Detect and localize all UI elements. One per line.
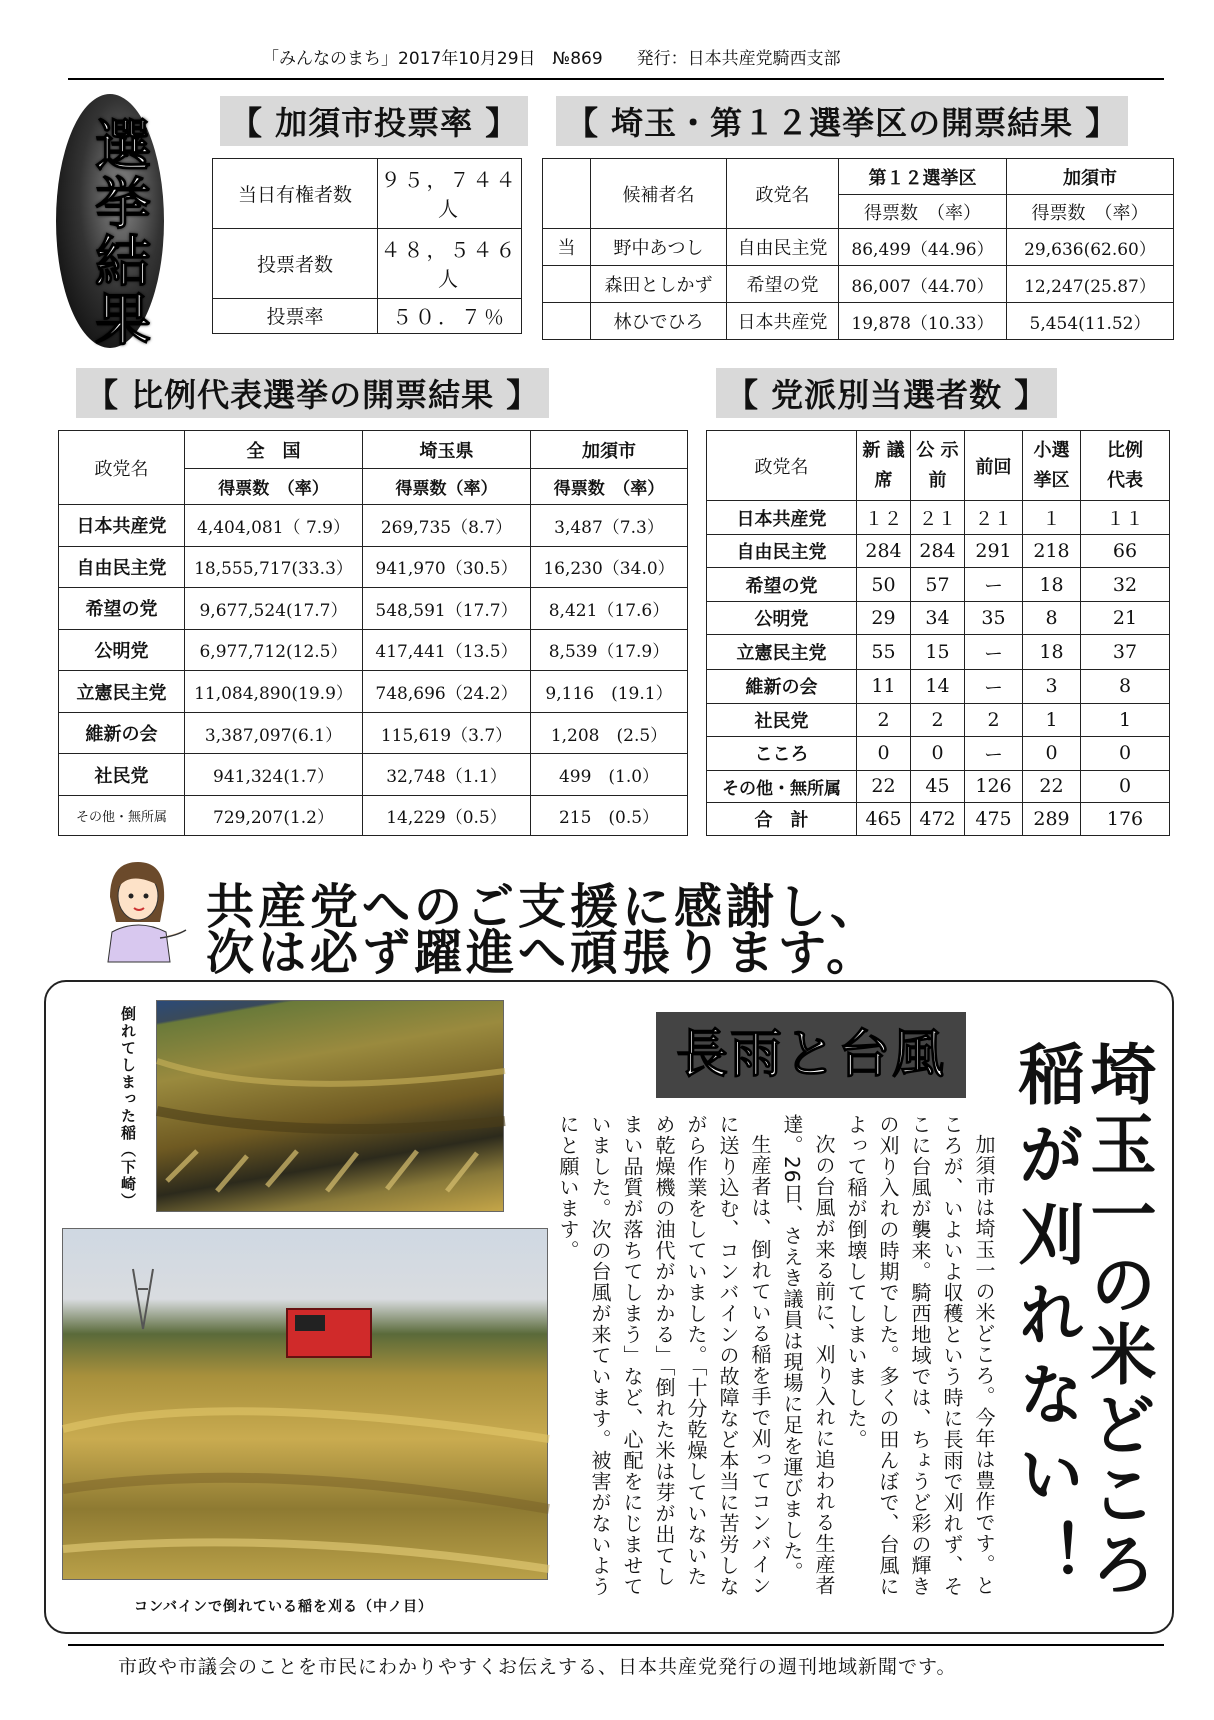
seat-value: 22 bbox=[857, 771, 911, 803]
saitama-votes: 115,619（3.7） bbox=[363, 712, 531, 754]
winner-mark bbox=[543, 303, 591, 340]
party-name: 立憲民主党 bbox=[59, 671, 185, 713]
seat-value: １１ bbox=[1081, 501, 1170, 535]
seat-value: ２１ bbox=[911, 501, 965, 535]
turnout-value: ５０．７％ bbox=[378, 298, 522, 334]
district12-votes: 19,878（10.33） bbox=[839, 303, 1007, 340]
candidate-name: 野中あつし bbox=[591, 229, 727, 266]
kazo-votes: 9,116 (19.1） bbox=[531, 671, 688, 713]
table-row bbox=[707, 802, 1170, 835]
party-name: 公明党 bbox=[59, 629, 185, 671]
proportional-table bbox=[58, 430, 688, 836]
party-header: 政党名 bbox=[59, 431, 185, 505]
table-row bbox=[543, 303, 1174, 340]
seat-value: ー bbox=[965, 635, 1023, 669]
table-row bbox=[707, 703, 1170, 736]
article-paragraph: 次の台風が来る前に、刈り入れに追われる生産者達。26日、さえき議員は現場に足を運びました。 bbox=[780, 1114, 836, 1596]
seat-value: 284 bbox=[857, 535, 911, 568]
party-name: こころ bbox=[707, 736, 857, 770]
seat-value: 55 bbox=[857, 635, 911, 669]
party-name: その他・無所属 bbox=[59, 795, 185, 835]
national-votes: 729,207(1.2） bbox=[185, 795, 363, 835]
seat-value: １ bbox=[1023, 501, 1081, 535]
kazo-votes: 1,208 (2.5） bbox=[531, 712, 688, 754]
seat-value: 57 bbox=[911, 568, 965, 602]
kazo-header: 加須市 bbox=[531, 431, 688, 469]
footer-text: 市政や市議会のことを市民にわかりやすくお伝えする、日本共産党発行の週刊地域新聞です。 bbox=[118, 1656, 957, 1678]
table-row bbox=[543, 266, 1174, 303]
district12-votes: 86,499（44.96） bbox=[839, 229, 1007, 266]
votes-rate-header: 得票数 （率） bbox=[1007, 195, 1174, 229]
seat-value: 14 bbox=[911, 669, 965, 703]
footer-rule bbox=[68, 1644, 1164, 1646]
header-line: 小選 bbox=[1033, 439, 1070, 461]
table-row bbox=[707, 602, 1170, 635]
table-row bbox=[543, 159, 1174, 195]
election-results-badge bbox=[56, 94, 164, 348]
table-row bbox=[59, 588, 688, 630]
seats-title: 【 党派別当選者数 】 bbox=[716, 368, 1057, 418]
header-line: 比例 bbox=[1107, 439, 1143, 461]
slogan-line-2: 次は必ず躍進へ頑張ります。 bbox=[206, 925, 879, 981]
party-name: 維新の会 bbox=[707, 669, 857, 703]
seats-table bbox=[706, 430, 1170, 836]
party-name: 自由民主党 bbox=[707, 535, 857, 568]
seat-value: 2 bbox=[911, 703, 965, 736]
party-header: 政党名 bbox=[707, 431, 857, 501]
seat-value: 18 bbox=[1023, 568, 1081, 602]
fallen-rice-texture bbox=[157, 1001, 505, 1213]
seat-value: ー bbox=[965, 669, 1023, 703]
seat-value: 66 bbox=[1081, 535, 1170, 568]
table-row bbox=[59, 431, 688, 469]
national-votes: 11,084,890(19.9） bbox=[185, 671, 363, 713]
saitama-votes: 748,696（24.2） bbox=[363, 671, 531, 713]
seat-value: 35 bbox=[965, 602, 1023, 635]
table-row bbox=[59, 505, 688, 547]
seat-value: 291 bbox=[965, 535, 1023, 568]
previous-header: 前回 bbox=[965, 431, 1023, 501]
saitama-header: 埼玉県 bbox=[363, 431, 531, 469]
kazo-votes: 215 (0.5） bbox=[531, 795, 688, 835]
single-seat-header bbox=[1023, 431, 1081, 501]
seat-value: 29 bbox=[857, 602, 911, 635]
turnout-value: ４８，５４６人 bbox=[378, 228, 522, 298]
party-name: 社民党 bbox=[59, 754, 185, 796]
proportional-header bbox=[1081, 431, 1170, 501]
seat-value: 3 bbox=[1023, 669, 1081, 703]
national-votes: 941,324(1.7） bbox=[185, 754, 363, 796]
seat-value: 472 bbox=[911, 802, 965, 835]
national-votes: 6,977,712(12.5） bbox=[185, 629, 363, 671]
kazo-header: 加須市 bbox=[1007, 159, 1174, 195]
seat-value: 2 bbox=[857, 703, 911, 736]
seat-value: 126 bbox=[965, 771, 1023, 803]
seat-value: 8 bbox=[1081, 669, 1170, 703]
seat-value: 8 bbox=[1023, 602, 1081, 635]
saitama-votes: 14,229（0.5） bbox=[363, 795, 531, 835]
seat-value: 289 bbox=[1023, 802, 1081, 835]
party-name: 立憲民主党 bbox=[707, 635, 857, 669]
article-headline-1: 埼玉一の米どころ bbox=[1079, 1040, 1156, 1600]
photo-caption-top: 倒れてしまった稲（下崎） bbox=[119, 1006, 137, 1210]
table-row bbox=[707, 501, 1170, 535]
woman-illustration bbox=[90, 852, 190, 962]
candidate-header: 候補者名 bbox=[591, 159, 727, 229]
article-paragraph: 加須市は埼玉一の米どころ。今年は豊作です。ところが、いよいよ収穫という時に長雨で刈れず、そこに台風が襲来。騎西地域では、ちょうど彩の輝きの刈り入れの時期でした。多くの田んぼで、台風によって稲が倒壊してしまいました。 bbox=[844, 1114, 996, 1597]
candidate-party: 希望の党 bbox=[727, 266, 839, 303]
party-name: 自由民主党 bbox=[59, 546, 185, 588]
district-table bbox=[542, 158, 1174, 340]
table-row bbox=[213, 228, 522, 298]
saitama-votes: 32,748（1.1） bbox=[363, 754, 531, 796]
seat-value: 21 bbox=[1081, 602, 1170, 635]
party-name: その他・無所属 bbox=[707, 771, 857, 803]
party-name: 日本共産党 bbox=[707, 501, 857, 535]
header-line: 新 議 bbox=[862, 439, 905, 461]
candidate-name: 林ひでひろ bbox=[591, 303, 727, 340]
seat-value: 1 bbox=[1081, 703, 1170, 736]
table-row bbox=[59, 546, 688, 588]
party-name: 希望の党 bbox=[707, 568, 857, 602]
seat-value: 1 bbox=[1023, 703, 1081, 736]
votes-rate-header: 得票数 （率） bbox=[531, 469, 688, 505]
seat-value: 45 bbox=[911, 771, 965, 803]
turnout-label: 当日有権者数 bbox=[213, 159, 378, 229]
kazo-votes: 499 (1.0） bbox=[531, 754, 688, 796]
seat-value: 0 bbox=[1023, 736, 1081, 770]
saitama-votes: 417,441（13.5） bbox=[363, 629, 531, 671]
pre-election-header bbox=[911, 431, 965, 501]
header-line: 挙区 bbox=[1033, 469, 1070, 491]
article-body bbox=[556, 1114, 1000, 1606]
seat-value: １２ bbox=[857, 501, 911, 535]
turnout-value: ９５，７４４人 bbox=[378, 159, 522, 229]
seat-value: 18 bbox=[1023, 635, 1081, 669]
kazo-votes: 5,454(11.52） bbox=[1007, 303, 1174, 340]
seat-value: 22 bbox=[1023, 771, 1081, 803]
seat-value: 34 bbox=[911, 602, 965, 635]
table-row bbox=[213, 159, 522, 229]
turnout-title: 【 加須市投票率 】 bbox=[220, 96, 528, 146]
votes-rate-header: 得票数 （率） bbox=[839, 195, 1007, 229]
seat-value: 0 bbox=[1081, 771, 1170, 803]
seat-value: ー bbox=[965, 736, 1023, 770]
table-row bbox=[59, 671, 688, 713]
seat-value: 11 bbox=[857, 669, 911, 703]
saitama-votes: 269,735（8.7） bbox=[363, 505, 531, 547]
table-row bbox=[707, 568, 1170, 602]
national-header: 全 国 bbox=[185, 431, 363, 469]
seat-value: 284 bbox=[911, 535, 965, 568]
table-row bbox=[707, 431, 1170, 501]
national-votes: 3,387,097(6.1） bbox=[185, 712, 363, 754]
masthead: 「みんなのまち」2017年10月29日 №869 発行：日本共産党騎西支部 bbox=[262, 49, 841, 69]
seat-value: 2 bbox=[965, 703, 1023, 736]
table-row bbox=[707, 736, 1170, 770]
slogan-line-1: 共産党へのご支援に感謝し、 bbox=[206, 879, 883, 935]
table-row bbox=[707, 669, 1170, 703]
article-headline-2: 稲が刈れない！ bbox=[1007, 1040, 1084, 1600]
seat-value: 0 bbox=[1081, 736, 1170, 770]
party-name: 社民党 bbox=[707, 703, 857, 736]
kazo-votes: 12,247(25.87） bbox=[1007, 266, 1174, 303]
kazo-votes: 16,230（34.0） bbox=[531, 546, 688, 588]
table-row bbox=[59, 712, 688, 754]
new-seats-header bbox=[857, 431, 911, 501]
seat-value: 218 bbox=[1023, 535, 1081, 568]
article-paragraph: 生産者は、倒れている稲を手で刈ってコンバインに送り込む、コンバインの故障など本当に苦労しながら作業をしていました。「十分乾燥していないため乾燥機の油代がかかる」「倒れた米は芽が出てしまい品質が落ちてしまう」など、心配をにじませていました。次の台風が来ています。被害がないようにと願います。 bbox=[556, 1114, 772, 1597]
article-kicker: 長雨と台風 bbox=[656, 1012, 966, 1098]
party-header: 政党名 bbox=[727, 159, 839, 229]
header-line: 代表 bbox=[1107, 469, 1143, 491]
seat-value: 176 bbox=[1081, 802, 1170, 835]
candidate-party: 自由民主党 bbox=[727, 229, 839, 266]
combine-harvester-photo bbox=[62, 1228, 548, 1580]
seat-value: 32 bbox=[1081, 568, 1170, 602]
national-votes: 9,677,524(17.7） bbox=[185, 588, 363, 630]
turnout-table bbox=[212, 158, 522, 334]
fallen-rice-photo bbox=[156, 1000, 504, 1212]
seat-value: ２１ bbox=[965, 501, 1023, 535]
turnout-label: 投票者数 bbox=[213, 228, 378, 298]
votes-rate-header: 得票数 （率） bbox=[185, 469, 363, 505]
proportional-title: 【 比例代表選挙の開票結果 】 bbox=[76, 368, 549, 418]
header-line: 席 bbox=[874, 469, 893, 491]
district-title: 【 埼玉・第１２選挙区の開票結果 】 bbox=[556, 96, 1128, 146]
seat-value: 15 bbox=[911, 635, 965, 669]
candidate-party: 日本共産党 bbox=[727, 303, 839, 340]
table-row bbox=[543, 229, 1174, 266]
badge-text: 選挙結果 bbox=[86, 116, 151, 348]
table-row bbox=[707, 535, 1170, 568]
district12-header: 第１２選挙区 bbox=[839, 159, 1007, 195]
party-name: 公明党 bbox=[707, 602, 857, 635]
total-label: 合 計 bbox=[707, 802, 857, 835]
seat-value: 37 bbox=[1081, 635, 1170, 669]
winner-mark: 当 bbox=[543, 229, 591, 266]
party-name: 希望の党 bbox=[59, 588, 185, 630]
header-rule bbox=[68, 78, 1164, 80]
kazo-votes: 29,636(62.60） bbox=[1007, 229, 1174, 266]
national-votes: 4,404,081（ 7.9） bbox=[185, 505, 363, 547]
national-votes: 18,555,717(33.3） bbox=[185, 546, 363, 588]
header-line: 公 示 bbox=[916, 439, 959, 461]
table-row bbox=[59, 795, 688, 835]
kazo-votes: 3,487（7.3） bbox=[531, 505, 688, 547]
district12-votes: 86,007（44.70） bbox=[839, 266, 1007, 303]
table-row bbox=[707, 771, 1170, 803]
seat-value: 465 bbox=[857, 802, 911, 835]
turnout-label: 投票率 bbox=[213, 298, 378, 334]
mark-header bbox=[543, 159, 591, 229]
photo-caption-bottom: コンバインで倒れている稲を刈る（中ノ目） bbox=[134, 1599, 434, 1615]
seat-value: 50 bbox=[857, 568, 911, 602]
header-line: 前 bbox=[928, 469, 947, 491]
kazo-votes: 8,539（17.9） bbox=[531, 629, 688, 671]
saitama-votes: 941,970（30.5） bbox=[363, 546, 531, 588]
seat-value: 475 bbox=[965, 802, 1023, 835]
seat-value: 0 bbox=[911, 736, 965, 770]
votes-rate-header: 得票数（率） bbox=[363, 469, 531, 505]
table-row bbox=[59, 754, 688, 796]
seat-value: ー bbox=[965, 568, 1023, 602]
harvest-field-texture bbox=[63, 1229, 549, 1581]
saitama-votes: 548,591（17.7） bbox=[363, 588, 531, 630]
party-name: 日本共産党 bbox=[59, 505, 185, 547]
winner-mark bbox=[543, 266, 591, 303]
table-row bbox=[213, 298, 522, 334]
table-row bbox=[707, 635, 1170, 669]
table-row bbox=[59, 629, 688, 671]
candidate-name: 森田としかず bbox=[591, 266, 727, 303]
seat-value: 0 bbox=[857, 736, 911, 770]
party-name: 維新の会 bbox=[59, 712, 185, 754]
kazo-votes: 8,421（17.6） bbox=[531, 588, 688, 630]
